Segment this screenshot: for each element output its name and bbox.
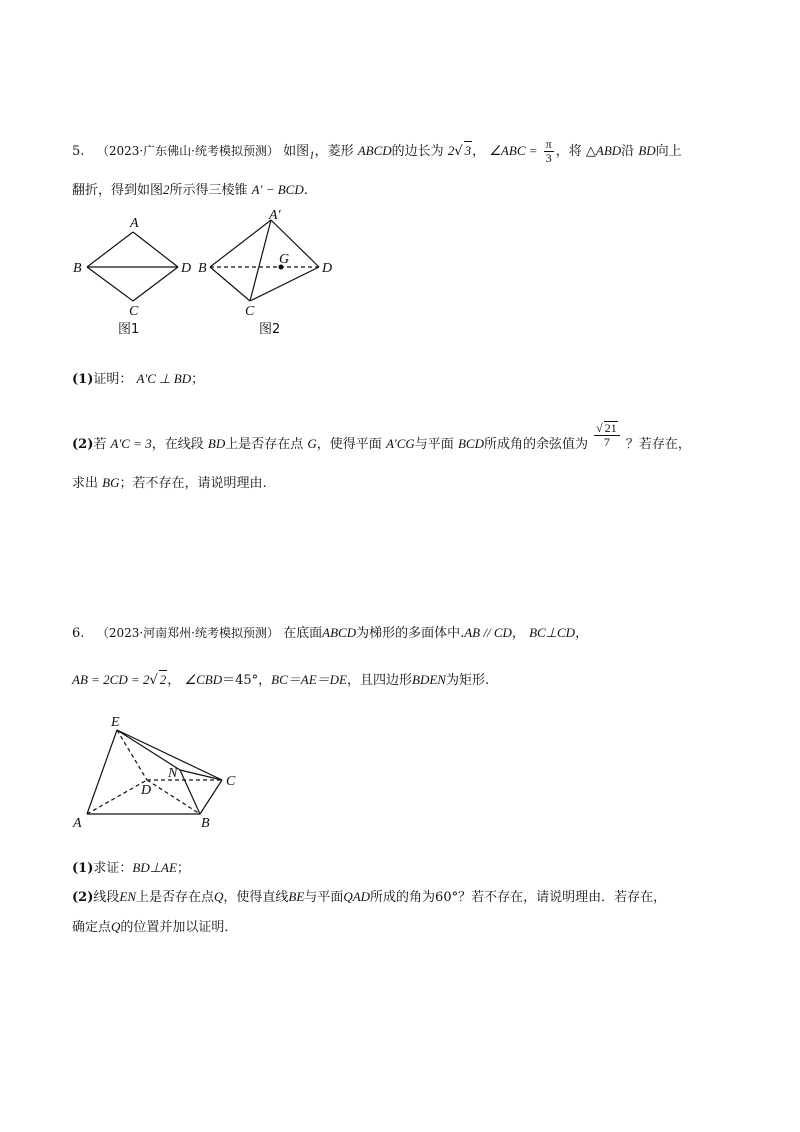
text: 为矩形. (445, 673, 490, 688)
math: ABCD (357, 143, 392, 158)
fraction-pi-3 (544, 138, 554, 165)
fraction-sqrt21-7 (594, 421, 620, 449)
math: EN (119, 889, 136, 904)
math: 3 (464, 143, 472, 158)
math: BDEN (412, 672, 446, 687)
text: ； (191, 372, 205, 387)
sqrt-sign: √ (454, 144, 463, 159)
numerator: π (545, 137, 552, 151)
text: . (303, 183, 308, 198)
text: 沿 (621, 144, 635, 159)
text: 所示得三棱锥 (169, 183, 248, 198)
question-number: 6. (72, 626, 85, 641)
math: 2 (159, 672, 167, 687)
radicand: 21 (604, 421, 617, 435)
math: A′C = 3 (110, 436, 152, 451)
label-E: E (111, 715, 120, 730)
label-N: N (168, 766, 178, 781)
math: Q (214, 889, 224, 904)
math: AB // CD (464, 625, 512, 640)
text: 确定点 (72, 920, 112, 935)
label-G: G (279, 252, 290, 267)
math: G (307, 436, 317, 451)
label-B: B (198, 261, 207, 276)
math: 2 (447, 143, 455, 158)
math: A′C ⊥ BD (136, 371, 192, 386)
math: BC⊥CD (529, 625, 576, 640)
math: BD (638, 143, 656, 158)
part-label: (2) (72, 890, 94, 905)
text: ＝45°， (222, 673, 272, 688)
figure-2-pyramid (195, 205, 355, 345)
label-A: A (73, 816, 82, 831)
text: 求出 (72, 476, 99, 491)
text: 上是否存在点 (225, 437, 304, 452)
text: ，将 (555, 144, 582, 159)
figure-caption: 图1 (118, 322, 140, 337)
text: 若 (93, 437, 107, 452)
math: BE (288, 889, 305, 904)
text: 向上 (655, 144, 682, 159)
q6-line1 (72, 624, 588, 643)
q5-part2-line1 (72, 421, 691, 454)
label-C: C (129, 304, 139, 319)
text: ，在线段 (151, 437, 204, 452)
math: ABCD (322, 625, 357, 640)
text: ，菱形 (314, 144, 354, 159)
text: ， (167, 673, 181, 688)
question-source: （2023·河南郑州·统考模拟预测） (96, 626, 279, 640)
text: 如图 (283, 144, 310, 159)
label-C: C (245, 304, 255, 319)
q6-part1 (72, 859, 190, 878)
label-D: D (141, 783, 152, 798)
figure-ref: 1 (309, 149, 315, 162)
math: BD (207, 436, 226, 451)
text: ，且四边形 (346, 673, 412, 688)
label-B: B (201, 816, 210, 831)
figure-caption: 图2 (259, 322, 281, 337)
math: A′ − BCD (251, 182, 304, 197)
label-D: D (322, 261, 333, 276)
label-C: C (226, 774, 236, 789)
text: 的边长为 (391, 144, 444, 159)
q6-part2-line1 (72, 888, 666, 907)
math: ∠CBD (184, 672, 223, 687)
text: 的位置并加以证明． (120, 920, 238, 935)
text: ， (472, 144, 486, 159)
math: ∠ABC = (489, 143, 538, 158)
text: ，使得直线 (223, 890, 289, 905)
math: BCD (457, 436, 484, 451)
text: 与平面 (414, 437, 454, 452)
sqrt-sign: √ (149, 673, 158, 688)
q5-part2-line2 (72, 474, 267, 493)
text: 与平面 (304, 890, 344, 905)
question-source: （2023·广东佛山·统考模拟预测） (96, 144, 279, 158)
text: ， (511, 626, 525, 641)
part-label: (1) (72, 861, 94, 876)
question-number: 5. (72, 144, 85, 159)
math: Q (111, 919, 121, 934)
text: 所成角的余弦值为 (483, 437, 588, 452)
q5-line2 (72, 181, 308, 200)
text: 在底面 (283, 626, 323, 641)
part-label: (2) (72, 437, 94, 452)
figure-1-rhombus (60, 205, 210, 345)
math: BC＝AE＝DE (271, 672, 347, 687)
text: ；若不存在，请说明理由. (119, 476, 267, 491)
text: 求证： (93, 861, 133, 876)
q5-part1 (72, 370, 204, 389)
math: A′CG (385, 436, 415, 451)
text: ，使得平面 (316, 437, 382, 452)
math: △ (585, 144, 596, 159)
math: QAD (343, 889, 371, 904)
text: 所成的角为60°？若不存在，请说明理由．若存在， (370, 890, 667, 905)
text: 为梯形的多面体中. (356, 626, 465, 641)
q6-part2-line2 (72, 918, 237, 937)
math: 2 (163, 182, 170, 197)
sqrt-sign: √ (596, 421, 603, 435)
text: ； (176, 861, 190, 876)
text: ？若存在， (625, 437, 691, 452)
text: 上是否存在点 (136, 890, 215, 905)
math: ABD (595, 143, 622, 158)
figure-polyhedron (65, 710, 255, 835)
text: ， (575, 626, 589, 641)
math: AB = 2CD = 2 (72, 672, 150, 687)
denominator: 3 (545, 151, 552, 165)
label-A-prime: A′ (269, 208, 281, 223)
label-D: D (181, 261, 192, 276)
math: BG (102, 475, 120, 490)
math: BD⊥AE (132, 860, 177, 875)
q6-line2 (72, 670, 489, 690)
part-label: (1) (72, 372, 94, 387)
q5-line1 (72, 138, 682, 165)
text: 翻折，得到如图 (72, 183, 164, 198)
text: 证明： (93, 372, 133, 387)
text: 线段 (93, 890, 120, 905)
label-B: B (73, 261, 82, 276)
denominator: 7 (603, 435, 610, 449)
label-A: A (130, 216, 139, 231)
